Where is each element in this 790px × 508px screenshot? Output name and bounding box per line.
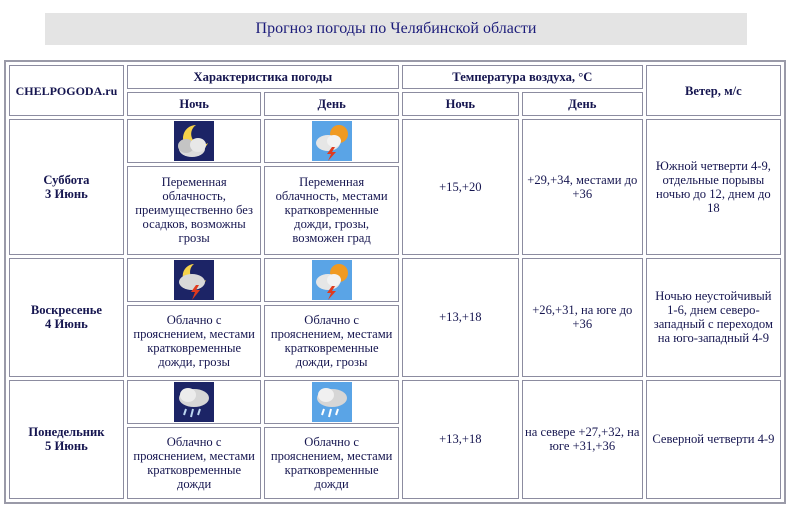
table-row xyxy=(9,258,781,302)
rain-cloud-icon xyxy=(174,382,214,422)
day-description: Переменная облачность, местами кратковременные дожди, грозы, возможен град xyxy=(264,166,398,255)
temp-day: на севере +27,+32, на юге +31,+36 xyxy=(522,380,643,499)
night-description: Облачно с прояснением, местами кратковременные дожди xyxy=(127,427,262,499)
moon-storm-cloud-icon xyxy=(174,260,214,300)
night-description: Переменная облачность, преимущественно без осадков, возможны грозы xyxy=(127,166,262,255)
temp-night: +13,+18 xyxy=(402,380,519,499)
day-description: Облачно с прояснением, местами кратковременные дожди xyxy=(264,427,398,499)
temp-night: +13,+18 xyxy=(402,258,519,377)
day-icon-cell xyxy=(264,119,398,163)
night-description: Облачно с прояснением, местами кратковременные дожди, грозы xyxy=(127,305,262,377)
night-icon-cell xyxy=(127,119,262,163)
day-label xyxy=(9,258,124,377)
table-row xyxy=(9,380,781,424)
day-icon-cell xyxy=(264,258,398,302)
night-icon-cell xyxy=(127,380,262,424)
day-label xyxy=(9,380,124,499)
date: 5 Июнь xyxy=(45,439,88,454)
site-name: CHELPOGODA.ru xyxy=(9,65,124,116)
day-description: Облачно с прояснением, местами кратковременные дожди, грозы xyxy=(264,305,398,377)
date: 4 Июнь xyxy=(45,317,88,332)
wind-value: Ночью неустойчивый 1-6, днем северо-западный с переходом на юго-западный 4-9 xyxy=(646,258,781,377)
wind-header: Ветер, м/с xyxy=(646,65,781,116)
rain-cloud-icon xyxy=(312,382,352,422)
temperature-header: Температура воздуха, °C xyxy=(402,65,643,89)
sun-storm-cloud-icon xyxy=(312,121,352,161)
day-icon-cell xyxy=(264,380,398,424)
sun-storm-cloud-icon xyxy=(312,260,352,300)
date: 3 Июнь xyxy=(45,186,88,201)
page-title: Прогноз погоды по Челябинской области xyxy=(45,13,747,45)
night-header: Ночь xyxy=(127,92,262,116)
temp-day: +26,+31, на юге до +36 xyxy=(522,258,643,377)
moon-cloud-icon xyxy=(174,121,214,161)
wind-value: Южной четверти 4-9, отдельные порывы ночью до 12, днем до 18 xyxy=(646,119,781,255)
night-icon-cell xyxy=(127,258,262,302)
temp-night-header: Ночь xyxy=(402,92,519,116)
weekday: Понедельник xyxy=(28,425,105,440)
day-header: День xyxy=(264,92,398,116)
temp-day-header: День xyxy=(522,92,643,116)
temp-night: +15,+20 xyxy=(402,119,519,255)
forecast-table xyxy=(4,60,786,504)
weekday: Воскресенье xyxy=(30,303,102,318)
temp-day: +29,+34, местами до +36 xyxy=(522,119,643,255)
weekday: Суббота xyxy=(43,172,90,187)
wind-value: Северной четверти 4-9 xyxy=(646,380,781,499)
weather-char-header: Характеристика погоды xyxy=(127,65,399,89)
table-row xyxy=(9,119,781,163)
day-label xyxy=(9,119,124,255)
